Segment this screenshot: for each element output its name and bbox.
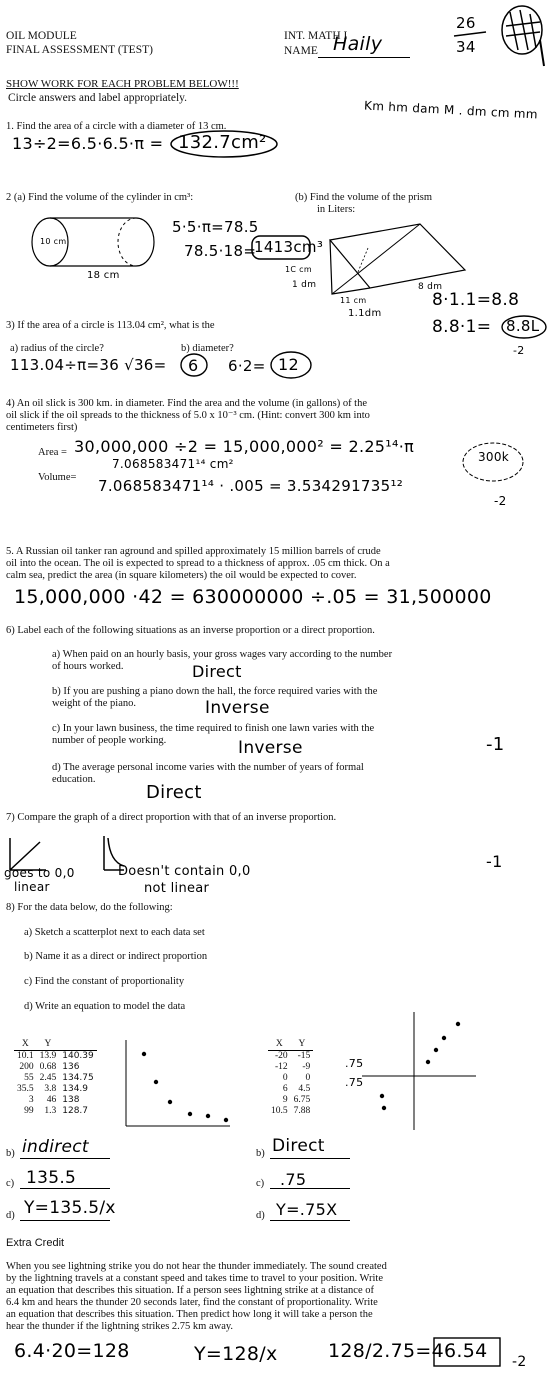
q3b-text: b) diameter? bbox=[181, 343, 234, 354]
prism-width-dm-label: 1.1dm bbox=[348, 308, 382, 319]
q8d2-answer: Y=.75X bbox=[276, 1200, 338, 1219]
cylinder-diameter-label: 10 cm bbox=[40, 237, 67, 246]
q6c-text1: c) In your lawn business, the time required to finish one lawn varies with the bbox=[52, 723, 375, 734]
q6b-answer: Inverse bbox=[205, 698, 270, 718]
instructions-line1: SHOW WORK FOR EACH PROBLEM BELOW!!! bbox=[6, 78, 239, 90]
q3a-answer: 6 bbox=[188, 356, 199, 375]
t2-note-2: .75 bbox=[345, 1076, 364, 1089]
q3b-work: 6·2= bbox=[228, 357, 266, 375]
extra-line4: 6.4 km and hears the thunder 20 seconds later, find the constant of proportionality. Write bbox=[6, 1297, 378, 1308]
table-cell: 35.5 bbox=[17, 1084, 34, 1094]
extra-deduction: -2 bbox=[512, 1354, 527, 1370]
q2a-text: 2 (a) Find the volume of the cylinder in cm³: bbox=[6, 192, 194, 203]
table-cell: 0.68 bbox=[39, 1062, 57, 1072]
q3-text: 3) If the area of a circle is 113.04 cm², what is the bbox=[6, 320, 215, 331]
t1-product: 140.39 bbox=[62, 1051, 94, 1061]
q5-text1: 5. A Russian oil tanker ran aground and spilled approximately 15 million barrels of crude bbox=[6, 546, 381, 557]
table-cell: 13.9 bbox=[39, 1051, 57, 1061]
q2a-answer-box bbox=[250, 234, 314, 262]
score-bottom: 34 bbox=[456, 38, 476, 56]
table-cell: 1.3 bbox=[44, 1106, 57, 1116]
data-table-1 bbox=[14, 1039, 97, 1117]
q2b-answer: 8.8L bbox=[506, 317, 540, 335]
q6a-text2: of hours worked. bbox=[52, 661, 124, 672]
q2b-work1: 8·1.1=8.8 bbox=[432, 290, 520, 310]
q8b2-answer: Direct bbox=[272, 1136, 325, 1156]
q4-area-work: 30,000,000 ÷2 = 15,000,000² = 2.25¹⁴·π bbox=[74, 437, 415, 456]
q4-text1: 4) An oil slick is 300 km. in diameter. Find the area and the volume (in gallons) of the bbox=[6, 398, 368, 409]
q6-text: 6) Label each of the following situations as an inverse proportion or a direct proportion. bbox=[6, 625, 375, 636]
q6b-text1: b) If you are pushing a piano down the hall, the force required varies with the bbox=[52, 686, 378, 697]
data-table-2 bbox=[268, 1039, 313, 1117]
metric-note: Km hm dam M . dm cm mm bbox=[363, 98, 539, 122]
name-line bbox=[318, 57, 410, 58]
table-cell: 4.5 bbox=[298, 1084, 311, 1094]
q4-text2: oil slick if the oil spreads to the thickness of 5.0 x 10⁻³ cm. (Hint: convert 300 km into bbox=[6, 410, 370, 421]
q6d-text2: education. bbox=[52, 774, 96, 785]
course-label: INT. MATH I bbox=[284, 30, 348, 42]
cylinder-length-label: 18 cm bbox=[87, 270, 120, 281]
table-cell: 0 bbox=[305, 1073, 311, 1083]
t2-note-1: .75 bbox=[345, 1057, 364, 1070]
prism-figure bbox=[310, 212, 475, 302]
table-cell: 7.88 bbox=[293, 1106, 311, 1116]
q2b-work2: 8.8·1= bbox=[432, 317, 492, 337]
q8c1-answer: 135.5 bbox=[26, 1168, 77, 1188]
table-row bbox=[14, 1084, 97, 1095]
assessment-title: FINAL ASSESSMENT (TEST) bbox=[6, 44, 153, 56]
name-label: NAME bbox=[284, 45, 318, 57]
answer-line bbox=[270, 1158, 350, 1159]
q7-deduction: -1 bbox=[486, 852, 503, 871]
scatterplot-1 bbox=[122, 1038, 232, 1128]
t1-product: 134.9 bbox=[62, 1084, 89, 1094]
table-row bbox=[14, 1051, 97, 1063]
table-row bbox=[268, 1084, 313, 1095]
t1-product: 128.7 bbox=[62, 1106, 89, 1116]
table-cell: 6 bbox=[282, 1084, 288, 1094]
q8-text: 8) For the data below, do the following: bbox=[6, 902, 173, 913]
q8c-text: c) Find the constant of proportionality bbox=[24, 976, 185, 987]
q4-note: 300k bbox=[478, 450, 510, 464]
q8c2-label: c) bbox=[256, 1178, 265, 1189]
q6a-answer: Direct bbox=[192, 662, 242, 681]
q8d-text: d) Write an equation to model the data bbox=[24, 1001, 186, 1012]
t1-product: 136 bbox=[62, 1062, 80, 1072]
q5-text3: calm sea, predict the area (in square kilometers) the oil would be expected to cover. bbox=[6, 570, 357, 581]
q7-text: 7) Compare the graph of a direct proportion with that of an inverse proportion. bbox=[6, 812, 337, 823]
extra-work3: 128/2.75=46.54 bbox=[328, 1340, 488, 1362]
answer-line bbox=[20, 1220, 110, 1221]
extra-line1: When you see lightning strike you do not hear the thunder immediately. The sound created bbox=[6, 1261, 387, 1272]
table-cell: 9 bbox=[282, 1095, 288, 1105]
q4-volume-work: 7.068583471¹⁴ · .005 = 3.534291735¹² bbox=[98, 477, 404, 495]
answer-line bbox=[270, 1220, 350, 1221]
table-cell: -9 bbox=[302, 1062, 311, 1072]
q8d1-label: d) bbox=[6, 1210, 15, 1221]
table-row bbox=[14, 1106, 97, 1117]
q5-text2: oil into the ocean. The oil is expected to spread to a thickness of approx. .05 cm thick. On a bbox=[6, 558, 390, 569]
t1-head-y: Y bbox=[37, 1039, 60, 1051]
q7-note2b: not linear bbox=[144, 881, 210, 896]
table-cell: 3 bbox=[28, 1095, 34, 1105]
score-scribble bbox=[440, 0, 550, 75]
table-cell: 2.45 bbox=[39, 1073, 57, 1083]
table-row bbox=[14, 1062, 97, 1073]
table-row bbox=[268, 1073, 313, 1084]
q1-text: 1. Find the area of a circle with a diameter of 13 cm. bbox=[6, 121, 227, 132]
extra-credit-title: Extra Credit bbox=[6, 1237, 65, 1249]
q2a-work1: 5·5·π=78.5 bbox=[172, 218, 259, 236]
q3a-answer-circle bbox=[178, 352, 210, 378]
t2-head-x: X bbox=[268, 1039, 291, 1051]
module-title: OIL MODULE bbox=[6, 30, 77, 42]
extra-line2: by the lightning travels at a constant speed and takes time to travel to your position. Write bbox=[6, 1273, 384, 1284]
q8b1-answer: indirect bbox=[22, 1137, 89, 1157]
q1-answer-circle bbox=[168, 128, 280, 160]
t1-head-x: X bbox=[14, 1039, 37, 1051]
q6d-text1: d) The average personal income varies with the number of years of formal bbox=[52, 762, 364, 773]
q7-note2a: Doesn't contain 0,0 bbox=[118, 864, 251, 879]
extra-line6: hear the thunder if the lightning strikes 2.75 km away. bbox=[6, 1321, 234, 1332]
table-cell: 55 bbox=[24, 1073, 34, 1083]
table-cell: -15 bbox=[297, 1051, 311, 1061]
table-row bbox=[14, 1073, 97, 1084]
prism-height-label: 1C cm bbox=[285, 265, 312, 274]
q2b-deduction: -2 bbox=[513, 344, 525, 357]
q1-answer: 132.7cm² bbox=[178, 132, 267, 153]
q2b-answer-circle bbox=[500, 314, 548, 342]
q6a-text1: a) When paid on an hourly basis, your gross wages vary according to the number bbox=[52, 649, 393, 660]
q3a-work: 113.04÷π=36 √36= bbox=[10, 356, 167, 374]
table-cell: 6.75 bbox=[293, 1095, 311, 1105]
prism-length-label: 8 dm bbox=[418, 282, 443, 292]
q1-work: 13÷2=6.5·6.5·π = bbox=[12, 134, 164, 153]
q2a-work2: 78.5·18= bbox=[184, 242, 257, 260]
table-cell: 10.5 bbox=[271, 1106, 288, 1116]
q8b1-label: b) bbox=[6, 1148, 15, 1159]
q5-work: 15,000,000 ·42 = 630000000 ÷.05 = 31,500000 bbox=[14, 586, 492, 608]
q8b-text: b) Name it as a direct or indirect proportion bbox=[24, 951, 208, 962]
table-cell: 46 bbox=[46, 1095, 57, 1105]
q7-note1b: linear bbox=[14, 880, 50, 894]
table-row bbox=[268, 1051, 313, 1063]
answer-line bbox=[20, 1188, 110, 1189]
prism-width-label: 11 cm bbox=[340, 296, 367, 305]
table-cell: 10.1 bbox=[17, 1051, 34, 1061]
t1-product: 134.75 bbox=[62, 1073, 94, 1083]
table-row bbox=[268, 1095, 313, 1106]
extra-work2: Y=128/x bbox=[194, 1343, 278, 1365]
table-cell: -12 bbox=[274, 1062, 288, 1072]
q8d1-answer: Y=135.5/x bbox=[24, 1198, 116, 1218]
q6-deduction: -1 bbox=[486, 734, 505, 755]
extra-answer-box bbox=[432, 1334, 504, 1370]
q3b-answer-circle bbox=[268, 349, 314, 381]
q6c-text2: number of people working. bbox=[52, 735, 167, 746]
q4-text3: centimeters first) bbox=[6, 422, 78, 433]
q8c1-label: c) bbox=[6, 1178, 15, 1189]
extra-line3: an equation that describes this situation. If a person sees lightning strike at a distance of bbox=[6, 1285, 374, 1296]
extra-line5: an equation that describes this situation. Then predict how long it will take a person the bbox=[6, 1309, 373, 1320]
table-cell: -20 bbox=[274, 1051, 288, 1061]
table-cell: 0 bbox=[282, 1073, 288, 1083]
table-row bbox=[268, 1062, 313, 1073]
q2a-answer: 1413cm³ bbox=[254, 238, 324, 256]
q3a-text: a) radius of the circle? bbox=[10, 343, 104, 354]
q6d-answer: Direct bbox=[146, 782, 202, 803]
q8c2-answer: .75 bbox=[280, 1170, 307, 1189]
q3b-answer: 12 bbox=[278, 355, 299, 374]
student-name: Haily bbox=[333, 33, 383, 55]
area-label: Area = bbox=[38, 447, 67, 458]
q6b-text2: weight of the piano. bbox=[52, 698, 136, 709]
t2-head-y: Y bbox=[291, 1039, 314, 1051]
q7-note1a: goes to 0,0 bbox=[4, 866, 75, 880]
table-cell: 99 bbox=[24, 1106, 34, 1116]
q2b-text: (b) Find the volume of the prism bbox=[295, 192, 433, 203]
scatterplot-2 bbox=[358, 1012, 478, 1132]
answer-line bbox=[20, 1158, 110, 1159]
q4-area-result: 7.068583471¹⁴ cm² bbox=[112, 457, 234, 471]
prism-height-dm-label: 1 dm bbox=[292, 280, 317, 290]
table-cell: 3.8 bbox=[44, 1084, 57, 1094]
q2b-text2: in Liters: bbox=[317, 204, 356, 215]
volume-label: Volume= bbox=[38, 472, 77, 483]
q8b2-label: b) bbox=[256, 1148, 265, 1159]
table-row bbox=[14, 1095, 97, 1106]
table-cell: 200 bbox=[19, 1062, 34, 1072]
q4-deduction: -2 bbox=[494, 494, 507, 508]
t1-product: 138 bbox=[62, 1095, 80, 1105]
q8d2-label: d) bbox=[256, 1210, 265, 1221]
q8a-text: a) Sketch a scatterplot next to each data set bbox=[24, 927, 205, 938]
instructions-line2: Circle answers and label appropriately. bbox=[8, 92, 188, 104]
table-row bbox=[268, 1106, 313, 1117]
extra-work1: 6.4·20=128 bbox=[14, 1340, 130, 1362]
q6c-answer: Inverse bbox=[238, 738, 303, 758]
score-top: 26 bbox=[456, 14, 476, 32]
